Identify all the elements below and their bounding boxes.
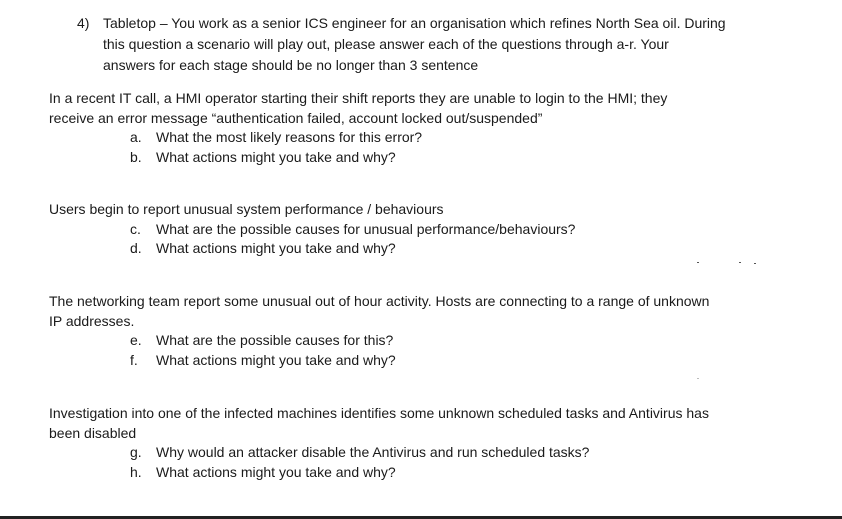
- question-letter-c: c.: [130, 221, 141, 237]
- question-b-text: What actions might you take and why?: [156, 149, 396, 165]
- scenario-4-line-1: Investigation into one of the infected machines identifies some unknown scheduled tasks and Antivirus has: [49, 405, 709, 421]
- question-intro-line-3: answers for each stage should be no longer than 3 sentence: [103, 57, 479, 73]
- question-letter-e: e.: [130, 332, 142, 348]
- question-letter-g: g.: [130, 444, 142, 460]
- question-letter-b: b.: [130, 149, 142, 165]
- scan-mark: [697, 262, 699, 263]
- scenario-4-line-2: been disabled: [49, 425, 137, 441]
- scan-mark: [739, 262, 741, 263]
- question-intro-line-2: this question a scenario will play out, please answer each of the questions through a-r. Your: [103, 36, 669, 52]
- scan-mark: [754, 263, 756, 264]
- scan-mark: [697, 378, 699, 379]
- question-letter-f: f.: [130, 352, 138, 368]
- scenario-1-line-1: In a recent IT call, a HMI operator starting their shift reports they are unable to login to the HMI; they: [49, 90, 668, 106]
- scenario-2-line-1: Users begin to report unusual system performance / behaviours: [49, 201, 444, 217]
- question-letter-d: d.: [130, 240, 142, 256]
- question-intro-line-1: Tabletop – You work as a senior ICS engineer for an organisation which refines North Sea oil. During: [103, 15, 726, 31]
- question-e-text: What are the possible causes for this?: [156, 332, 394, 348]
- question-f-text: What actions might you take and why?: [156, 352, 396, 368]
- question-g-text: Why would an attacker disable the Antivirus and run scheduled tasks?: [156, 444, 590, 460]
- question-number: 4): [77, 15, 90, 31]
- scenario-1-line-2: receive an error message “authentication failed, account locked out/suspended”: [49, 110, 543, 126]
- scenario-3-line-1: The networking team report some unusual out of hour activity. Hosts are connecting to a range of unknown: [49, 293, 710, 309]
- question-letter-h: h.: [130, 464, 142, 480]
- question-letter-a: a.: [130, 129, 142, 145]
- question-h-text: What actions might you take and why?: [156, 464, 396, 480]
- scenario-3-line-2: IP addresses.: [49, 313, 135, 329]
- question-a-text: What the most likely reasons for this error?: [156, 129, 423, 145]
- question-c-text: What are the possible causes for unusual performance/behaviours?: [156, 221, 576, 237]
- question-d-text: What actions might you take and why?: [156, 240, 396, 256]
